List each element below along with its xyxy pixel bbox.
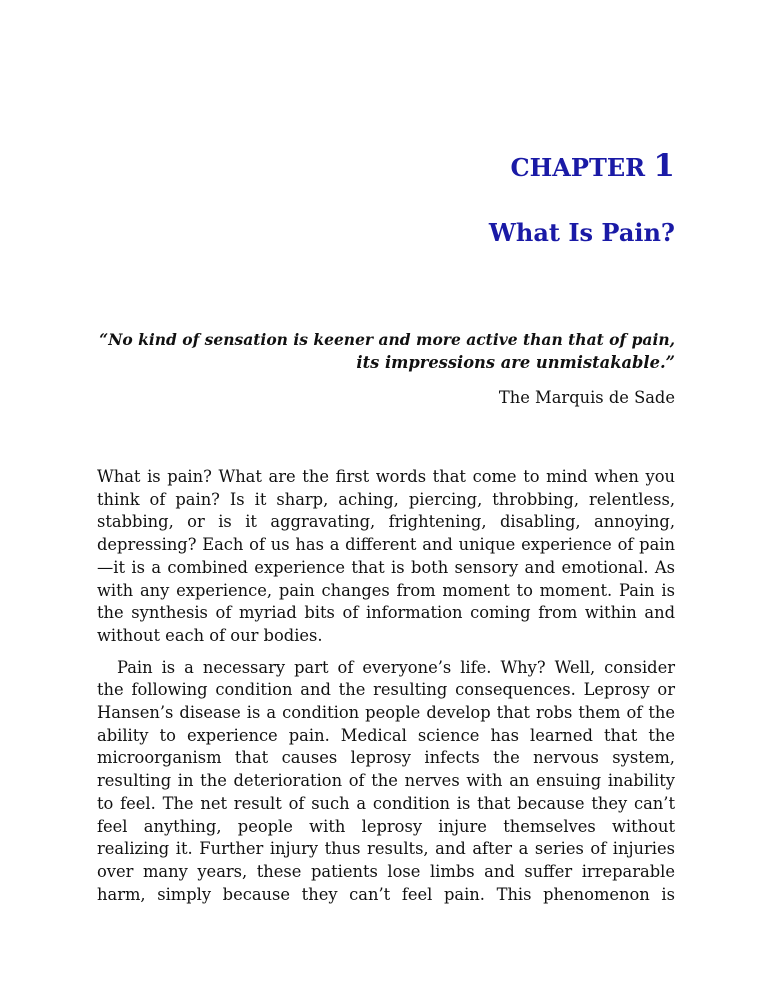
text-line: think of pain? Is it sharp, aching, piercing, throbbing, relentless,	[97, 489, 675, 509]
chapter-number: 1	[653, 148, 675, 184]
text-line: harm, simply because they can’t feel pain. This phenomenon is	[97, 884, 675, 904]
chapter-label: CHAPTER	[510, 153, 646, 182]
text-line: ability to experience pain. Medical science has learned that the	[97, 725, 675, 745]
text-line: realizing it. Further injury thus results, and after a series of injuries	[97, 839, 675, 859]
epigraph-line: its impressions are unmistakable.”	[356, 353, 675, 372]
text-line: without each of our bodies.	[97, 625, 323, 645]
text-line: Hansen’s disease is a condition people develop that robs them of the	[97, 703, 675, 723]
epigraph-line: “No kind of sensation is keener and more active than that of pain,	[99, 330, 675, 349]
text-line: with any experience, pain changes from moment to moment. Pain is	[97, 580, 675, 600]
body-paragraph	[97, 657, 675, 907]
text-line: What is pain? What are the first words that come to mind when you	[97, 467, 675, 486]
epigraph-quote	[97, 328, 675, 374]
text-line: over many years, these patients lose limbs and suffer irreparable	[97, 861, 675, 881]
book-page	[97, 0, 675, 1000]
body-paragraph	[97, 466, 675, 648]
chapter-title: What Is Pain?	[488, 218, 675, 247]
text-line: resulting in the deterioration of the nerves with an ensuing inability	[97, 771, 675, 791]
text-line: feel anything, people with leprosy injure themselves without	[97, 816, 675, 836]
text-line: depressing? Each of us has a different and unique experience of pain	[97, 535, 675, 555]
text-line: the synthesis of myriad bits of information coming from within and	[97, 603, 675, 623]
text-line: —it is a combined experience that is both sensory and emotional. As	[97, 557, 675, 577]
chapter-body	[97, 466, 675, 906]
epigraph-attribution: The Marquis de Sade	[498, 388, 675, 407]
text-line: to feel. The net result of such a condition is that because they can’t	[97, 793, 675, 813]
text-line: Pain is a necessary part of everyone’s life. Why? Well, consider	[117, 657, 675, 677]
text-line: stabbing, or is it aggravating, frightening, disabling, annoying,	[97, 512, 675, 532]
text-line: the following condition and the resulting consequences. Leprosy or	[97, 680, 675, 700]
text-line: microorganism that causes leprosy infects the nervous system,	[97, 748, 675, 768]
chapter-heading	[511, 150, 675, 184]
